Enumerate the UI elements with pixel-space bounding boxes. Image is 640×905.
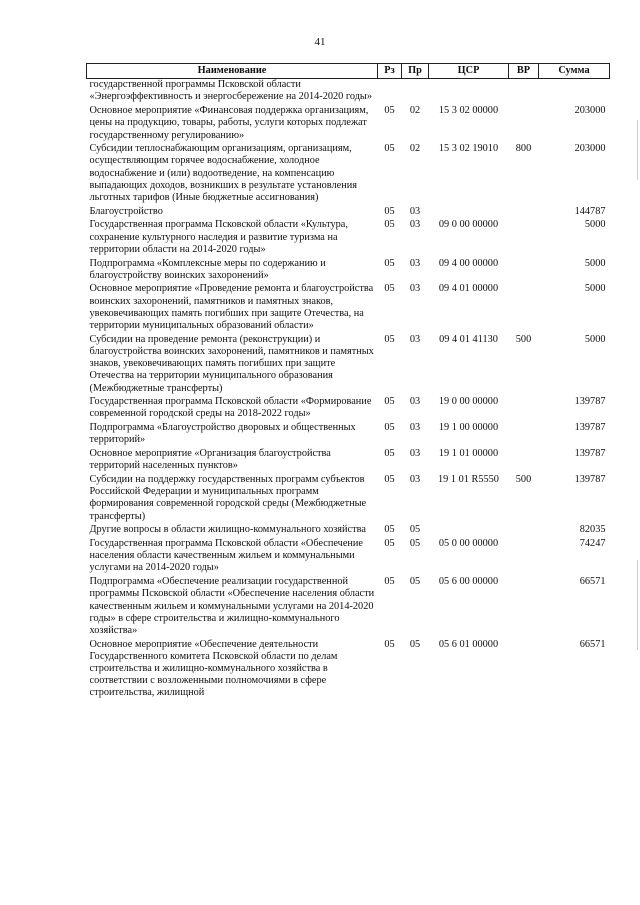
cell-csr: 19 0 00 00000: [438, 396, 499, 408]
cell-sum: 144787: [574, 205, 606, 217]
cell-vr: [509, 105, 539, 143]
scan-edge-mark: [637, 560, 638, 650]
cell-name: Основное мероприятие «Обеспечение деятельности Государственного комитета Псковской области по делам строительства и жилищно-коммунального хозяйства в соответствии с возложенными полномочиями в сфере строительства, жилищной: [89, 638, 338, 699]
cell-rz: 05: [384, 333, 395, 345]
cell-vr: [509, 219, 539, 257]
cell-sum: 139787: [574, 396, 606, 408]
cell-sum: 203000: [574, 105, 606, 117]
cell-pr: 05: [409, 538, 421, 550]
cell-name: Подпрограмма «Благоустройство дворовых и общественных территорий»: [89, 422, 356, 446]
cell-csr: 15 3 02 19010: [438, 143, 499, 155]
cell-name: Другие вопросы в области жилищно-коммунального хозяйства: [89, 524, 366, 536]
cell-sum: 5000: [584, 333, 606, 345]
table-body: [87, 79, 610, 701]
cell-name: Государственная программа Псковской области «Культура, сохранение культурного наследия и развитие туризма на территории области на 2014-2020 годы»: [89, 219, 348, 255]
cell-csr: [429, 524, 509, 538]
cell-vr: 500: [515, 333, 532, 345]
cell-pr: 03: [409, 283, 421, 295]
cell-csr: 19 1 00 00000: [438, 422, 499, 434]
cell-name: Подпрограмма «Комплексные меры по содержанию и благоустройству воинских захоронений»: [89, 257, 326, 281]
cell-vr: [509, 79, 539, 105]
cell-rz: 05: [384, 538, 395, 550]
cell-pr: [402, 79, 429, 105]
cell-csr: 19 1 01 R5550: [438, 474, 499, 485]
cell-name: Основное мероприятие «Проведение ремонта и благоустройства воинских захоронений, памятников и памятных знаков, увековечивающих память погибших при защите Отечества, на территории муниципальных образований области»: [89, 283, 374, 332]
cell-pr: 03: [409, 257, 421, 269]
cell-csr: 09 0 00 00000: [438, 219, 499, 231]
cell-rz: [378, 79, 402, 105]
cell-pr: 03: [409, 448, 421, 460]
table-row: [87, 396, 610, 422]
cell-name: Государственная программа Псковской области «Формирование современной городской среды на 2018-2022 годы»: [89, 396, 372, 420]
cell-vr: [509, 422, 539, 448]
cell-rz: 05: [384, 524, 395, 536]
cell-csr: [429, 206, 509, 220]
cell-sum: 5000: [584, 257, 606, 269]
cell-rz: 05: [384, 474, 395, 485]
table-row: [87, 143, 610, 206]
cell-rz: 05: [384, 219, 395, 231]
cell-sum: 66571: [579, 638, 606, 650]
table-row: [87, 334, 610, 397]
table-row: [87, 538, 610, 576]
cell-sum: 139787: [574, 474, 606, 485]
cell-csr: 05 0 00 00000: [438, 538, 499, 550]
cell-name: Субсидии на поддержку государственных программ субъектов Российской Федерации и муниципальных программ формирования современной городской среды (Межбюджетные трансферты): [89, 474, 367, 522]
cell-pr: 02: [409, 105, 421, 117]
cell-rz: 05: [384, 205, 395, 217]
cell-csr: 05 6 00 00000: [438, 576, 499, 588]
cell-pr: 03: [409, 422, 421, 434]
cell-name: Субсидии на проведение ремонта (реконструкции) и благоустройства воинских захоронений, памятников и памятных знаков, увековечивающих память погибших при защите Отечества на территории муниципального образования (Межбюджетные трансферты): [89, 333, 374, 394]
cell-sum: 5000: [584, 219, 606, 231]
cell-vr: [509, 448, 539, 474]
table-row: [87, 283, 610, 333]
header-pr: Пр: [402, 64, 429, 79]
cell-sum: 5000: [584, 283, 606, 295]
table-row: [87, 258, 610, 284]
cell-name: Основное мероприятие «Организация благоустройства территорий населенных пунктов»: [89, 448, 331, 472]
cell-csr: 09 4 01 00000: [438, 283, 499, 295]
cell-sum: 203000: [574, 143, 606, 155]
cell-vr: [509, 258, 539, 284]
table-row: [87, 474, 610, 524]
cell-sum: 74247: [579, 538, 606, 550]
cell-vr: [509, 639, 539, 702]
budget-table: [86, 63, 610, 701]
cell-rz: 05: [384, 143, 395, 155]
cell-vr: [509, 524, 539, 538]
cell-vr: [509, 396, 539, 422]
cell-name: Государственная программа Псковской области «Обеспечение населения области качественным жильем и коммунальными услугами на 2014-2020 годы»: [89, 538, 364, 574]
cell-pr: 05: [409, 524, 421, 536]
cell-csr: 05 6 01 00000: [438, 638, 499, 650]
table-row: [87, 639, 610, 702]
cell-csr: 09 4 00 00000: [438, 257, 499, 269]
cell-rz: 05: [384, 105, 395, 117]
table-row: [87, 219, 610, 257]
cell-csr: [429, 79, 509, 105]
cell-vr: [509, 283, 539, 333]
table-header-row: [87, 64, 610, 79]
cell-pr: 03: [409, 333, 421, 345]
cell-name: Субсидии теплоснабжающим организациям, организациям, осуществляющим горячее водоснабжение, холодное водоснабжение и (или) водоотведение, на компенсацию выпадающих доходов, возникших в результате установления льготных тарифов (Иные бюджетные ассигнования): [89, 143, 357, 204]
header-rz: Рз: [378, 64, 402, 79]
cell-rz: 05: [384, 638, 395, 650]
cell-rz: 05: [384, 396, 395, 408]
cell-vr: 500: [515, 474, 532, 485]
cell-csr: 19 1 01 00000: [438, 448, 499, 460]
cell-pr: 05: [409, 638, 421, 650]
cell-rz: 05: [384, 576, 395, 588]
cell-name: государственной программы Псковской области «Энергоэффективность и энергосбережение на 2014-2020 годы»: [89, 79, 373, 103]
table-row: [87, 448, 610, 474]
header-vr: ВР: [509, 64, 539, 79]
cell-rz: 05: [384, 257, 395, 269]
cell-rz: 05: [384, 422, 395, 434]
cell-pr: 03: [409, 396, 421, 408]
table-row: [87, 422, 610, 448]
page-number: 41: [314, 36, 326, 48]
cell-vr: [509, 206, 539, 220]
cell-pr: 05: [409, 576, 421, 588]
cell-pr: 03: [409, 205, 421, 217]
table-row: [87, 576, 610, 639]
cell-sum: [539, 79, 610, 105]
header-csr: ЦСР: [429, 64, 509, 79]
table-row: [87, 206, 610, 220]
cell-sum: 139787: [574, 422, 606, 434]
header-name: Наименование: [87, 64, 378, 79]
cell-name: Основное мероприятие «Финансовая поддержка организациям, цены на продукцию, товары, работы, услуги которых подлежат государственному регулированию»: [89, 105, 369, 141]
cell-vr: [509, 576, 539, 639]
cell-pr: 03: [409, 474, 421, 485]
cell-csr: 09 4 01 41130: [439, 333, 498, 345]
cell-name: Подпрограмма «Обеспечение реализации государственной программы Псковской области «Обеспечение населения области качественным жильем и коммунальными услугами на 2014-2020 годы» в сфере строительства и жилищно-коммунального хозяйства»: [89, 576, 375, 636]
cell-rz: 05: [384, 448, 395, 460]
cell-pr: 03: [409, 219, 421, 231]
cell-csr: 15 3 02 00000: [438, 105, 499, 117]
table-row: [87, 105, 610, 143]
cell-sum: 139787: [574, 448, 606, 460]
cell-vr: [509, 538, 539, 576]
cell-name: Благоустройство: [89, 205, 163, 217]
table-row: [87, 524, 610, 538]
cell-pr: 02: [409, 143, 421, 155]
cell-sum: 82035: [579, 524, 606, 536]
header-sum: Сумма: [539, 64, 610, 79]
cell-vr: 800: [515, 143, 532, 155]
cell-sum: 66571: [579, 576, 606, 588]
cell-rz: 05: [384, 283, 395, 295]
scan-edge-mark: [637, 120, 638, 180]
table-row: [87, 79, 610, 105]
